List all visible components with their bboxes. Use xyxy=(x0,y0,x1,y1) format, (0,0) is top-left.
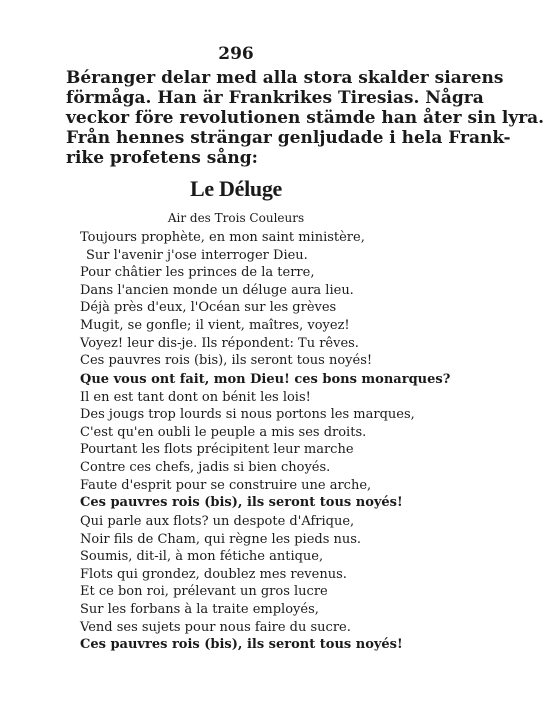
poem-title: Le Déluge xyxy=(189,176,282,201)
verse-line: Qui parle aux flots? un despote d'Afrique, xyxy=(80,514,355,529)
verse-line: Mugit, se gonfle; il vient, maîtres, voyez! xyxy=(80,317,350,333)
verse-line: Il en est tant dont on bénit les lois! xyxy=(80,389,311,405)
verse-line: Des jougs trop lourds si nous portons les marques, xyxy=(80,407,415,423)
page-number: 296 xyxy=(218,44,254,64)
verse-line: Dans l'ancien monde un déluge aura lieu. xyxy=(80,282,354,298)
verse-line: Sur les forbans à la traite employés, xyxy=(80,601,319,617)
verse-line: C'est qu'en oubli le peuple a mis ses droits. xyxy=(80,424,367,440)
poem-subtitle: Air des Trois Couleurs xyxy=(167,211,305,225)
prose-line: förmåga. Han är Frankrikes Tiresias. Några xyxy=(66,88,484,108)
verse-line: Et ce bon roi, prélevant un gros lucre xyxy=(80,584,328,600)
stanza xyxy=(80,513,420,654)
stanza xyxy=(80,371,451,512)
verse-line: Toujours prophète, en mon saint ministère, xyxy=(80,230,365,245)
prose-line: Béranger delar med alla stora skalder siarens xyxy=(66,68,504,88)
stanza xyxy=(80,229,420,370)
prose-line: veckor före revolutionen stämde han åter sin lyra. xyxy=(66,108,544,128)
verse-line: Ces pauvres rois (bis), ils seront tous noyés! xyxy=(80,495,403,511)
prose-paragraph xyxy=(66,68,544,168)
verse-line: Flots qui grondez, doublez mes revenus. xyxy=(80,566,347,582)
verse-line: Voyez! leur dis-je. Ils répondent: Tu rêves. xyxy=(80,335,359,351)
verse-line: Pour châtier les princes de la terre, xyxy=(80,265,315,281)
verse-line: Sur l'avenir j'ose interroger Dieu. xyxy=(86,247,308,263)
verse-line: Ces pauvres rois (bis), ils seront tous noyés! xyxy=(80,637,403,653)
verse-line: Pourtant les flots précipitent leur marche xyxy=(80,442,354,458)
prose-line: Från hennes strängar genljudade i hela Frank- xyxy=(66,128,511,148)
verse-line: Que vous ont fait, mon Dieu! ces bons monarques? xyxy=(80,372,451,387)
verse-line: Noir fils de Cham, qui règne les pieds nus. xyxy=(80,531,362,547)
verse-line: Vend ses sujets pour nous faire du sucre. xyxy=(80,619,351,635)
verse-line: Contre ces chefs, jadis si bien choyés. xyxy=(80,459,331,475)
verse-line: Ces pauvres rois (bis), ils seront tous noyés! xyxy=(80,353,373,369)
verse-line: Déjà près d'eux, l'Océan sur les grèves xyxy=(80,300,337,316)
verse-line: Faute d'esprit pour se construire une arche, xyxy=(80,477,372,493)
prose-line: rike profetens sång: xyxy=(66,148,258,168)
verse-line: Soumis, dit-il, à mon fétiche antique, xyxy=(80,549,324,565)
